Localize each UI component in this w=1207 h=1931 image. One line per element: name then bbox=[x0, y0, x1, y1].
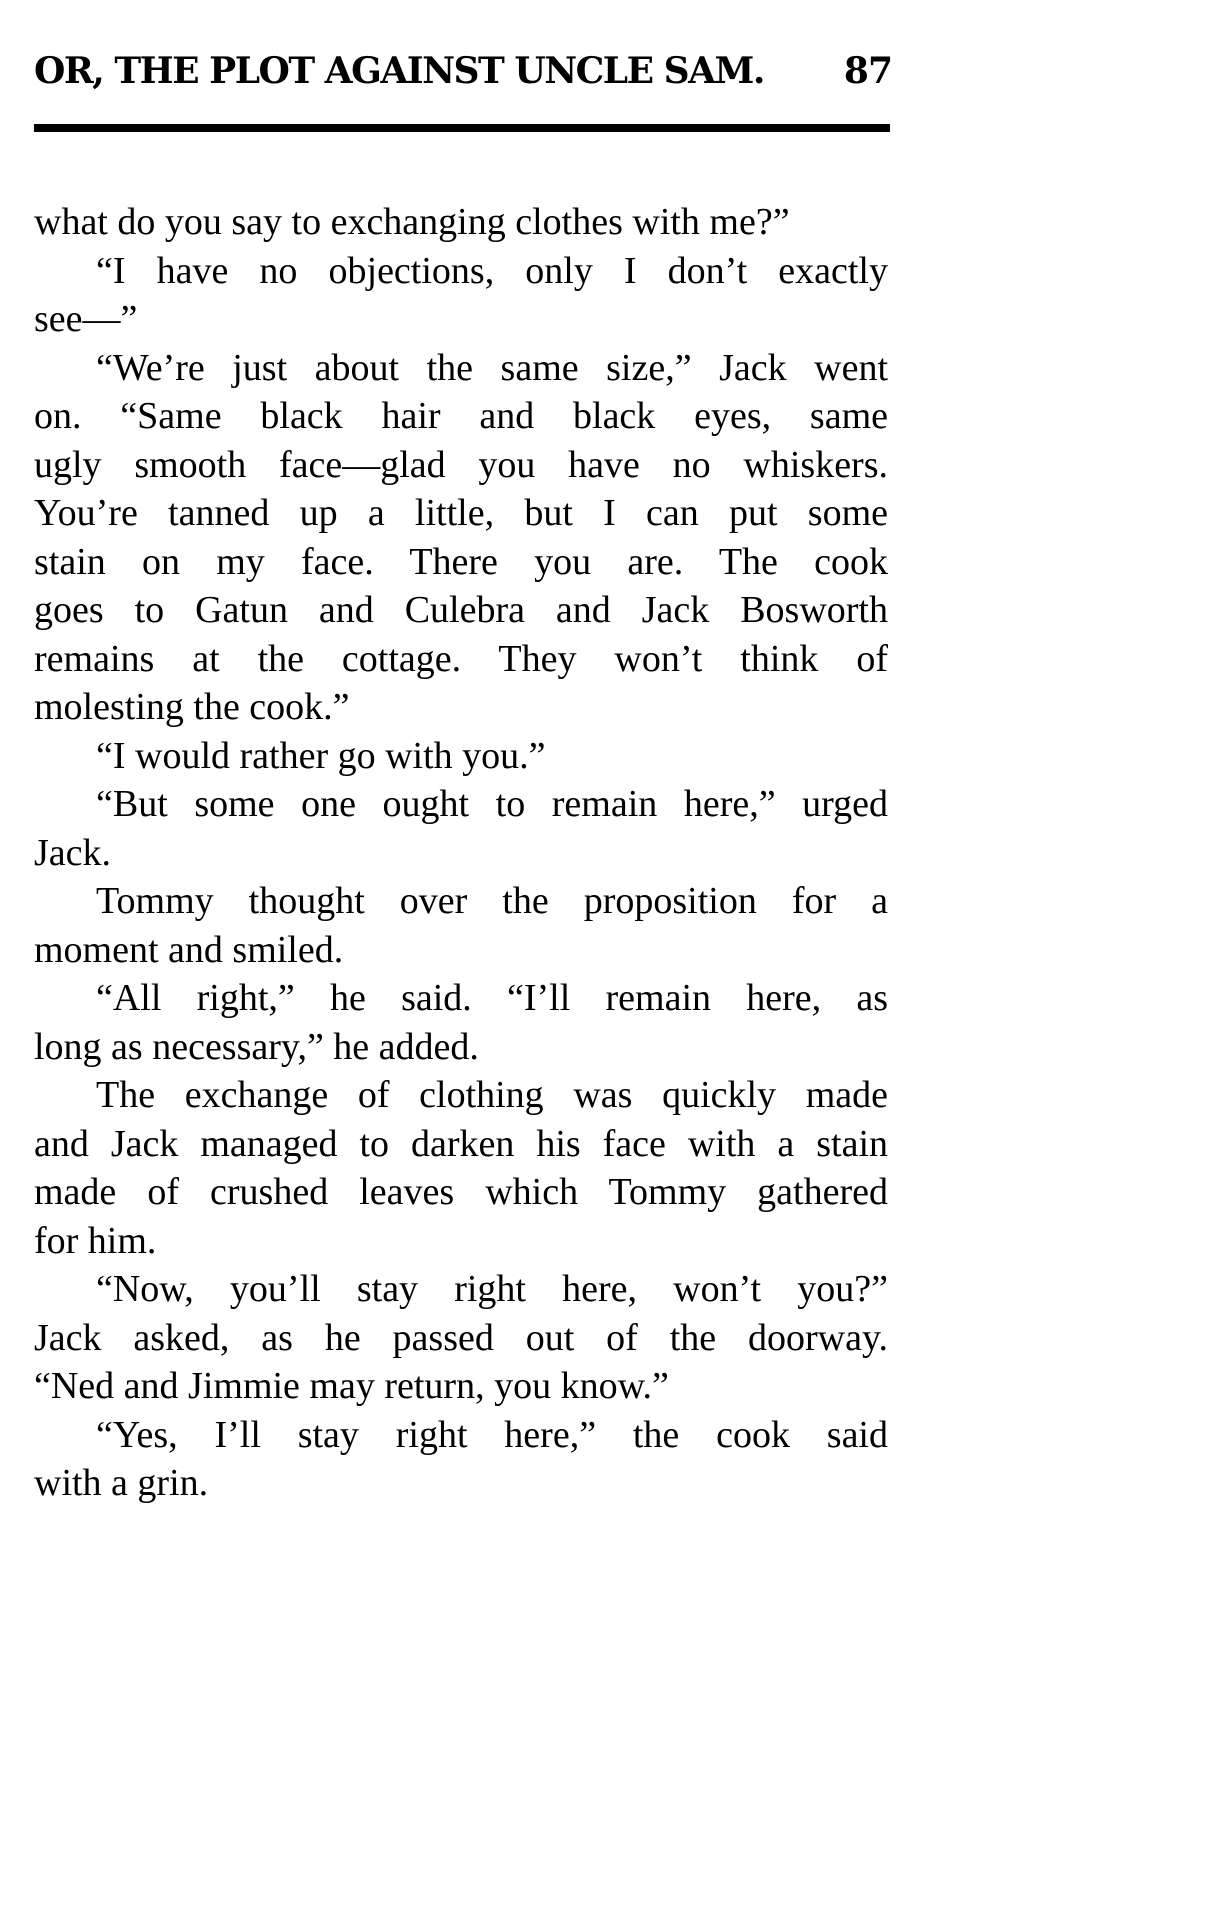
text-line: “Ned and Jimmie may return, you know.” bbox=[34, 1365, 669, 1407]
text-line: with a grin. bbox=[34, 1462, 209, 1504]
running-title: OR, THE PLOT AGAINST UNCLE SAM. bbox=[34, 50, 764, 92]
text-line: made of crushed leaves which Tommy gathered bbox=[34, 1171, 888, 1213]
text-line: and Jack managed to darken his face with a stain bbox=[34, 1122, 888, 1165]
text-line: “But some one ought to remain here,” urged bbox=[96, 783, 888, 825]
running-head bbox=[34, 50, 892, 100]
body-text bbox=[34, 198, 888, 1508]
text-line: Jack. bbox=[34, 831, 112, 874]
text-line: long as necessary,” he added. bbox=[34, 1025, 479, 1068]
text-line: what do you say to exchanging clothes with me?” bbox=[34, 201, 790, 243]
text-line: “I would rather go with you.” bbox=[96, 734, 546, 777]
text-line: for him. bbox=[34, 1219, 157, 1262]
text-line: “Now, you’ll stay right here, won’t you?” bbox=[96, 1268, 888, 1310]
text-line: see—” bbox=[34, 298, 138, 340]
text-line: goes to Gatun and Culebra and Jack Bosworth bbox=[34, 589, 888, 631]
text-line: “We’re just about the same size,” Jack went bbox=[96, 346, 888, 389]
text-line: moment and smiled. bbox=[34, 928, 344, 971]
text-line: Tommy thought over the proposition for a bbox=[96, 880, 888, 922]
text-line: The exchange of clothing was quickly made bbox=[96, 1074, 888, 1116]
text-line: remains at the cottage. They won’t think of bbox=[34, 637, 888, 680]
text-line: “All right,” he said. “I’ll remain here, as bbox=[96, 977, 888, 1019]
text-line: ugly smooth face—glad you have no whiskers. bbox=[34, 443, 888, 486]
text-line: molesting the cook.” bbox=[34, 686, 350, 728]
page-number: 87 bbox=[843, 50, 892, 92]
text-line: “Yes, I’ll stay right here,” the cook said bbox=[96, 1413, 888, 1456]
text-line: on. “Same black hair and black eyes, same bbox=[34, 395, 888, 437]
text-line: Jack asked, as he passed out of the doorway. bbox=[34, 1316, 888, 1359]
header-rule bbox=[34, 124, 890, 132]
text-line: “I have no objections, only I don’t exactly bbox=[96, 249, 888, 292]
text-line: You’re tanned up a little, but I can put some bbox=[34, 492, 888, 534]
text-line: stain on my face. There you are. The cook bbox=[34, 540, 888, 583]
